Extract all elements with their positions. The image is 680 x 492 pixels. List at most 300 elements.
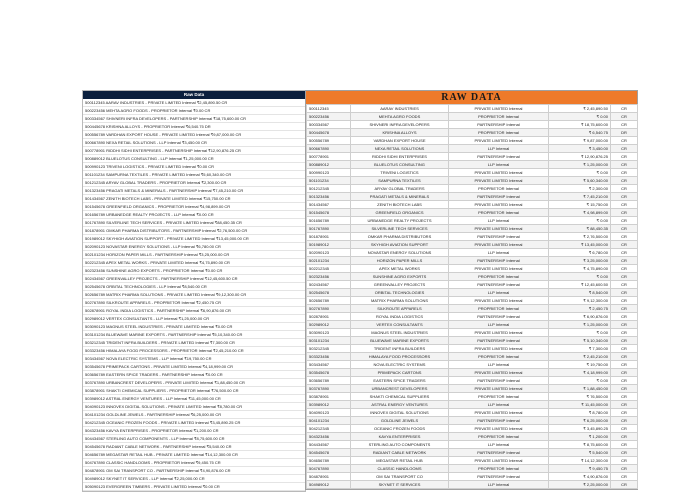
cell-entity-type: [449, 177, 549, 185]
cell-amount: ₹ 6,90,876.00: [549, 313, 611, 321]
cell-account-id: 502656789: [307, 297, 351, 305]
cell-cr-dr: CR: [611, 105, 638, 113]
cell-cr-dr: CR: [611, 457, 638, 465]
cell-amount: ₹ 5,540.00: [549, 449, 611, 457]
cell-account-id: 500889012: [307, 161, 351, 169]
source-text: Internal: [495, 402, 510, 407]
cell-company-name: BLUELOTUS CONSULTING: [351, 161, 449, 169]
table-row: [307, 313, 638, 321]
source-text: Internal: [495, 442, 510, 447]
cell-account-id: 504545678: [307, 449, 351, 457]
cell-cr-dr: CR: [611, 145, 638, 153]
cell-account-id: 501545678: [307, 209, 351, 217]
cell-amount: ₹ 8,540.00: [549, 289, 611, 297]
cell-entity-type: [449, 385, 549, 393]
cell-company-name: SILVERLINE TECH SERVICES: [351, 225, 449, 233]
cell-cr-dr: CR: [611, 393, 638, 401]
raw-data-row: 504545678 RADIANT CABLE NETWORK - PARTNERSHIP Internal ₹5,540.00 CR: [83, 443, 305, 451]
cell-account-id: 503090123: [307, 329, 351, 337]
table-row: [307, 361, 638, 369]
table-row: [307, 201, 638, 209]
source-text: Internal: [509, 426, 523, 431]
cell-cr-dr: CR: [611, 473, 638, 481]
source-text: Internal: [509, 346, 523, 351]
raw-data-row: 503434567 NOVA ELECTRIC SYSTEMS - LLP Internal ₹19,750.00 CR: [83, 355, 305, 363]
cell-amount: ₹ 0.00: [549, 273, 611, 281]
cell-company-name: RIDDHI SIDHI ENTERPRISES: [351, 153, 449, 161]
raw-data-row: 501101234 SAMPURNA TEXTILES - PRIVATE LIMITED Internal ₹5,60,340.00 CR: [83, 171, 305, 179]
entity-type-text: PRIVATE LIMITED: [474, 346, 508, 351]
cell-amount: ₹ 4,90,876.00: [549, 473, 611, 481]
table-row: [307, 217, 638, 225]
cell-account-id: 501101234: [307, 177, 351, 185]
cell-company-name: ORBITAL TECHNOLOGIES: [351, 289, 449, 297]
cell-amount: ₹ 1,88,450.00: [549, 385, 611, 393]
cell-entity-type: [449, 321, 549, 329]
table-row: [307, 409, 638, 417]
cell-cr-dr: CR: [611, 481, 638, 489]
cell-entity-type: [449, 113, 549, 121]
cell-cr-dr: CR: [611, 329, 638, 337]
entity-type-text: PROPRIETOR: [478, 394, 505, 399]
cell-amount: ₹ 6,25,000.00: [549, 417, 611, 425]
source-text: Internal: [506, 474, 520, 479]
source-text: Internal: [505, 394, 519, 399]
cell-account-id: 504101234: [307, 417, 351, 425]
entity-type-text: LLP: [487, 362, 495, 367]
cell-cr-dr: CR: [611, 441, 638, 449]
cell-company-name: ARYAV GLOBAL TRADERS: [351, 185, 449, 193]
raw-data-row: 503323456 HIMALAYA FOOD PROCESSORS - PROPRIETOR Internal ₹2,45,210.00 CR: [83, 347, 305, 355]
table-row: [307, 377, 638, 385]
table-row: [307, 161, 638, 169]
raw-data-row: 504323456 KAVYA ENTERPRISES - PROPRIETOR Internal ₹1,200.00 CR: [83, 427, 305, 435]
cell-amount: ₹ 8,780.00: [549, 409, 611, 417]
table-row: [307, 425, 638, 433]
cell-cr-dr: CR: [611, 361, 638, 369]
table-row: [307, 273, 638, 281]
cell-account-id: 503989012: [307, 401, 351, 409]
cell-account-id: 504989012: [307, 481, 351, 489]
cell-account-id: 502767890: [307, 305, 351, 313]
entity-type-text: PROPRIETOR: [478, 354, 505, 359]
cell-account-id: 504212345: [307, 425, 351, 433]
cell-amount: ₹ 76,500.00: [549, 393, 611, 401]
raw-data-row: 501212345 ARYAV GLOBAL TRADERS - PROPRIETOR Internal ₹2,300.00 CR: [83, 179, 305, 187]
table-row: [307, 193, 638, 201]
source-text: Internal: [495, 146, 510, 151]
cell-account-id: 500667890: [307, 145, 351, 153]
source-text: Internal: [509, 242, 523, 247]
table-row: [307, 481, 638, 489]
table-row: [307, 457, 638, 465]
cell-amount: ₹ 2,45,210.00: [549, 353, 611, 361]
raw-data-row: 502878901 ROYAL INDIA LOGISTICS - PARTNERSHIP Internal ₹6,90,876.00 CR: [83, 307, 305, 315]
cell-amount: ₹ 13,45,000.00: [549, 241, 611, 249]
cell-company-name: MEHTA AGRO FOODS: [351, 113, 449, 121]
cell-cr-dr: CR: [611, 305, 638, 313]
source-text: Internal: [509, 202, 523, 207]
cell-company-name: OCEANIC FROZEN FOODS: [351, 425, 449, 433]
entity-type-text: PRIVATE LIMITED: [474, 370, 508, 375]
raw-data-row: 503101234 BLUEWAVE MARINE EXPORTS - PARTNERSHIP Internal ₹5,10,340.00 CR: [83, 331, 305, 339]
cell-account-id: 502434567: [307, 281, 351, 289]
entity-type-text: LLP: [487, 250, 495, 255]
cell-entity-type: [449, 361, 549, 369]
cell-cr-dr: CR: [611, 385, 638, 393]
formatted-data-panel: [305, 90, 638, 490]
cell-account-id: 502090123: [307, 249, 351, 257]
cell-amount: ₹ 2,76,500.00: [549, 233, 611, 241]
cell-amount: ₹ 6,540.75: [549, 129, 611, 137]
source-text: Internal: [506, 258, 520, 263]
table-row: [307, 433, 638, 441]
cell-company-name: OMKAR PHARMA DISTRIBUTORS: [351, 233, 449, 241]
cell-account-id: 502212345: [307, 265, 351, 273]
source-text: Internal: [506, 338, 520, 343]
cell-company-name: HORIZON PAPER MILLS: [351, 257, 449, 265]
cell-entity-type: [449, 249, 549, 257]
cell-account-id: 500556789: [307, 137, 351, 145]
raw-data-row: 500223456 MEHTA AGRO FOODS - PROPRIETOR Internal ₹0.00 CR: [83, 107, 305, 115]
raw-data-row: 500112345 AARAV INDUSTRIES - PRIVATE LIMITED Internal ₹2,45,890.50 CR: [83, 99, 305, 107]
cell-company-name: SHIVNERI INFRA DEVELOPERS: [351, 121, 449, 129]
cell-cr-dr: DR: [611, 129, 638, 137]
entity-type-text: LLP: [487, 402, 495, 407]
cell-amount: ₹ 88,450.35: [549, 225, 611, 233]
entity-type-text: LLP: [487, 482, 495, 487]
cell-cr-dr: CR: [611, 401, 638, 409]
cell-company-name: TRIVENI LOGISTICS: [351, 169, 449, 177]
cell-entity-type: [449, 369, 549, 377]
source-text: Internal: [505, 274, 519, 279]
source-text: Internal: [506, 234, 520, 239]
cell-company-name: STERLING AUTO COMPONENTS: [351, 441, 449, 449]
source-text: Internal: [509, 178, 523, 183]
entity-type-text: PARTNERSHIP: [477, 258, 506, 263]
table-row: [307, 305, 638, 313]
entity-type-text: LLP: [487, 322, 495, 327]
cell-cr-dr: CR: [611, 169, 638, 177]
cell-cr-dr: CR: [611, 377, 638, 385]
table-row: [307, 113, 638, 121]
cell-company-name: SUNSHINE AGRO EXPORTS: [351, 273, 449, 281]
cell-cr-dr: CR: [611, 465, 638, 473]
entity-type-text: PROPRIETOR: [478, 186, 505, 191]
cell-company-name: MEGASTAR RETAIL HUB: [351, 457, 449, 465]
table-row: [307, 401, 638, 409]
cell-amount: ₹ 0.00: [549, 169, 611, 177]
cell-cr-dr: CR: [611, 201, 638, 209]
cell-account-id: 502545678: [307, 289, 351, 297]
source-text: Internal: [509, 138, 523, 143]
raw-data-row: 505090123 EVERGREEN TIMBERS - PRIVATE LIMITED Internal ₹0.00 CR: [83, 483, 305, 491]
cell-amount: ₹ 5,60,340.00: [549, 177, 611, 185]
entity-type-text: LLP: [487, 162, 495, 167]
cell-account-id: 501989012: [307, 241, 351, 249]
table-row: [307, 249, 638, 257]
cell-cr-dr: CR: [611, 209, 638, 217]
raw-data-row: 502767890 SILKROUTE APPARELS - PROPRIETOR Internal ₹2,450.75 CR: [83, 299, 305, 307]
entity-type-text: PARTNERSHIP: [477, 154, 506, 159]
cell-cr-dr: CR: [611, 273, 638, 281]
cell-company-name: SKYNET IT SERVICES: [351, 481, 449, 489]
cell-amount: ₹ 0.00: [549, 329, 611, 337]
raw-data-row: 504878901 OM SAI TRANSPORT CO - PARTNERSHIP Internal ₹4,90,876.00 CR: [83, 467, 305, 475]
raw-data-row: 501878901 OMKAR PHARMA DISTRIBUTORS - PARTNERSHIP Internal ₹2,76,500.00 CR: [83, 227, 305, 235]
entity-type-text: PRIVATE LIMITED: [474, 266, 508, 271]
cell-company-name: SILKROUTE APPARELS: [351, 305, 449, 313]
raw-data-row: 500445678 KRISHNA ALLOYS - PROPRIETOR Internal ₹6,540.75 DR: [83, 123, 305, 131]
entity-type-text: PROPRIETOR: [478, 306, 505, 311]
raw-data-row: 503090123 MAGNUS STEEL INDUSTRIES - PRIVATE LIMITED Internal ₹0.00 CR: [83, 323, 305, 331]
cell-amount: ₹ 12,90,876.25: [549, 153, 611, 161]
cell-entity-type: [449, 441, 549, 449]
cell-company-name: HIMALAYA FOOD PROCESSORS: [351, 353, 449, 361]
cell-cr-dr: CR: [611, 369, 638, 377]
raw-data-row: 500667890 NEXA RETAIL SOLUTIONS - LLP Internal ₹3,450.00 CR: [83, 139, 305, 147]
raw-data-row: 500334567 SHIVNERI INFRA DEVELOPERS - PARTNERSHIP Internal ₹18,75,600.00 CR: [83, 115, 305, 123]
cell-account-id: 503101234: [307, 337, 351, 345]
entity-type-text: PROPRIETOR: [478, 434, 505, 439]
entity-type-text: PRIVATE LIMITED: [474, 330, 508, 335]
cell-account-id: 503323456: [307, 353, 351, 361]
source-text: Internal: [506, 194, 520, 199]
cell-cr-dr: CR: [611, 313, 638, 321]
cell-company-name: AARAV INDUSTRIES: [351, 105, 449, 113]
table-row: [307, 321, 638, 329]
cell-entity-type: [449, 153, 549, 161]
source-text: Internal: [495, 482, 510, 487]
cell-cr-dr: CR: [611, 289, 638, 297]
cell-company-name: ASTRAL ENERGY VENTURES: [351, 401, 449, 409]
cell-entity-type: [449, 393, 549, 401]
table-row: [307, 337, 638, 345]
entity-type-text: PARTNERSHIP: [477, 338, 506, 343]
raw-data-row: 502090123 NOVASTAR ENERGY SOLUTIONS - LLP Internal ₹6,780.00 CR: [83, 243, 305, 251]
cell-entity-type: [449, 409, 549, 417]
cell-account-id: 504656789: [307, 457, 351, 465]
cell-cr-dr: CR: [611, 345, 638, 353]
source-text: Internal: [506, 314, 520, 319]
cell-company-name: URBANCREST DEVELOPERS: [351, 385, 449, 393]
cell-amount: ₹ 4,18,999.00: [549, 369, 611, 377]
raw-data-row: 502323456 SUNSHINE AGRO EXPORTS - PROPRIETOR Internal ₹0.00 CR: [83, 267, 305, 275]
cell-amount: ₹ 2,300.00: [549, 185, 611, 193]
cell-entity-type: [449, 433, 549, 441]
cell-cr-dr: CR: [611, 257, 638, 265]
source-text: Internal: [505, 354, 519, 359]
cell-cr-dr: CR: [611, 225, 638, 233]
raw-data-row: 504767890 CLASSIC HANDLOOMS - PROPRIETOR Internal ₹9,450.75 CR: [83, 459, 305, 467]
raw-data-row: 500556789 VARDHAN EXPORT HOUSE - PRIVATE LIMITED Internal ₹9,87,000.00 CR: [83, 131, 305, 139]
source-text: Internal: [509, 106, 523, 111]
cell-entity-type: [449, 337, 549, 345]
entity-type-text: LLP: [487, 442, 495, 447]
table-row: [307, 121, 638, 129]
cell-account-id: 502989012: [307, 321, 351, 329]
raw-data-row: 504434567 STERLING AUTO COMPONENTS - LLP Internal ₹8,75,600.00 CR: [83, 435, 305, 443]
raw-data-row: 502434567 GREENVALLEY PROJECTS - PARTNERSHIP Internal ₹12,45,600.50 CR: [83, 275, 305, 283]
cell-entity-type: [449, 257, 549, 265]
cell-entity-type: [449, 105, 549, 113]
cell-cr-dr: CR: [611, 161, 638, 169]
entity-type-text: PRIVATE LIMITED: [474, 298, 508, 303]
cell-cr-dr: CR: [611, 241, 638, 249]
cell-account-id: 500223456: [307, 113, 351, 121]
cell-amount: ₹ 1,25,000.00: [549, 161, 611, 169]
entity-type-text: PRIVATE LIMITED: [474, 426, 508, 431]
cell-account-id: 502323456: [307, 273, 351, 281]
cell-cr-dr: CR: [611, 113, 638, 121]
raw-data-row: 503656789 EASTERN SPICE TRADERS - PARTNERSHIP Internal ₹0.00 CR: [83, 371, 305, 379]
source-text: Internal: [495, 218, 510, 223]
cell-company-name: TRIDENT INFRA BUILDERS: [351, 345, 449, 353]
entity-type-text: LLP: [487, 146, 495, 151]
raw-data-row: 502212345 APEX METAL WORKS - PRIVATE LIMITED Internal ₹4,75,890.00 CR: [83, 259, 305, 267]
table-row: [307, 329, 638, 337]
cell-company-name: APEX METAL WORKS: [351, 265, 449, 273]
cell-account-id: 504323456: [307, 433, 351, 441]
entity-type-text: PARTNERSHIP: [477, 450, 506, 455]
cell-company-name: OM SAI TRANSPORT CO: [351, 473, 449, 481]
table-row: [307, 353, 638, 361]
table-row: [307, 177, 638, 185]
table-row: [307, 233, 638, 241]
cell-account-id: 503434567: [307, 361, 351, 369]
raw-data-row: 501434567 ZENITH BIOTECH LABS - PRIVATE LIMITED Internal ₹15,750.00 CR: [83, 195, 305, 203]
table-row: [307, 153, 638, 161]
source-text: Internal: [506, 122, 520, 127]
cell-amount: ₹ 4,75,890.00: [549, 265, 611, 273]
cell-company-name: INNOVEX DIGITAL SOLUTIONS: [351, 409, 449, 417]
cell-cr-dr: CR: [611, 177, 638, 185]
table-row: [307, 345, 638, 353]
cell-cr-dr: CR: [611, 265, 638, 273]
cell-entity-type: [449, 265, 549, 273]
cell-entity-type: [449, 193, 549, 201]
cell-amount: ₹ 14,12,300.00: [549, 457, 611, 465]
entity-type-text: PRIVATE LIMITED: [474, 226, 508, 231]
raw-data-panel: [82, 90, 306, 492]
source-text: Internal: [505, 186, 519, 191]
cell-amount: ₹ 0.00: [549, 113, 611, 121]
raw-data-row: 503989012 ASTRAL ENERGY VENTURES - LLP Internal ₹11,45,000.00 CR: [83, 395, 305, 403]
cell-entity-type: [449, 449, 549, 457]
cell-entity-type: [449, 345, 549, 353]
cell-entity-type: [449, 145, 549, 153]
table-row: [307, 241, 638, 249]
cell-entity-type: [449, 481, 549, 489]
cell-account-id: 501323456: [307, 193, 351, 201]
cell-amount: ₹ 4,98,899.00: [549, 209, 611, 217]
cell-cr-dr: CR: [611, 121, 638, 129]
table-row: [307, 417, 638, 425]
source-text: Internal: [509, 370, 523, 375]
table-row: [307, 473, 638, 481]
entity-type-text: PRIVATE LIMITED: [474, 242, 508, 247]
cell-cr-dr: CR: [611, 425, 638, 433]
raw-data-row: 503878901 SHAKTI CHEMICAL SUPPLIERS - PROPRIETOR Internal ₹76,500.00 CR: [83, 387, 305, 395]
source-text: Internal: [505, 114, 519, 119]
cell-company-name: VERTEX CONSULTANTS: [351, 321, 449, 329]
source-text: Internal: [509, 458, 523, 463]
table-row: [307, 449, 638, 457]
cell-company-name: GOLDLINE JEWELS: [351, 417, 449, 425]
table-row: [307, 225, 638, 233]
cell-account-id: 500445678: [307, 129, 351, 137]
raw-data-row: 501767890 SILVERLINE TECH SERVICES - PRIVATE LIMITED Internal ₹88,450.35 CR: [83, 219, 305, 227]
raw-data-row: 502545678 ORBITAL TECHNOLOGIES - LLP Internal ₹8,540.00 CR: [83, 283, 305, 291]
cell-cr-dr: CR: [611, 281, 638, 289]
cell-entity-type: [449, 185, 549, 193]
raw-data-row: 502656789 MATRIX PHARMA SOLUTIONS - PRIVATE LIMITED Internal ₹9,12,300.00 CR: [83, 291, 305, 299]
formatted-data-table: [306, 104, 638, 489]
cell-entity-type: [449, 297, 549, 305]
cell-account-id: 500990123: [307, 169, 351, 177]
cell-entity-type: [449, 121, 549, 129]
cell-company-name: SHAKTI CHEMICAL SUPPLIERS: [351, 393, 449, 401]
cell-amount: ₹ 11,45,000.00: [549, 401, 611, 409]
cell-entity-type: [449, 161, 549, 169]
raw-data-row: 501323456 PRAGATI METALS & MINERALS - PARTNERSHIP Internal ₹7,45,210.00 CR: [83, 187, 305, 195]
cell-entity-type: [449, 273, 549, 281]
cell-entity-type: [449, 209, 549, 217]
cell-company-name: SKYHIGH AVIATION SUPPORT: [351, 241, 449, 249]
raw-data-row: 503545678 PRIMEPACK CARTONS - PRIVATE LIMITED Internal ₹4,18,999.00 CR: [83, 363, 305, 371]
cell-entity-type: [449, 329, 549, 337]
entity-type-text: PROPRIETOR: [478, 466, 505, 471]
cell-amount: ₹ 9,450.75: [549, 465, 611, 473]
entity-type-text: PROPRIETOR: [478, 114, 505, 119]
cell-entity-type: [449, 289, 549, 297]
cell-amount: ₹ 1,200.00: [549, 433, 611, 441]
entity-type-text: PARTNERSHIP: [477, 234, 506, 239]
cell-company-name: CLASSIC HANDLOOMS: [351, 465, 449, 473]
cell-amount: ₹ 2,450.75: [549, 305, 611, 313]
cell-account-id: 501767890: [307, 225, 351, 233]
source-text: Internal: [509, 226, 523, 231]
cell-entity-type: [449, 457, 549, 465]
cell-account-id: 503767890: [307, 385, 351, 393]
table-row: [307, 105, 638, 113]
cell-cr-dr: CR: [611, 137, 638, 145]
source-text: Internal: [506, 378, 520, 383]
source-text: Internal: [505, 434, 519, 439]
formatted-data-title: RAW DATA: [306, 91, 637, 104]
source-text: Internal: [506, 282, 520, 287]
cell-account-id: 503545678: [307, 369, 351, 377]
cell-cr-dr: CR: [611, 433, 638, 441]
raw-data-row: 503767890 URBANCREST DEVELOPERS - PRIVATE LIMITED Internal ₹1,88,450.00 CR: [83, 379, 305, 387]
entity-type-text: PARTNERSHIP: [477, 122, 506, 127]
raw-data-row: 501656789 URBANEDGE REALTY PROJECTS - LLP Internal ₹0.00 CR: [83, 211, 305, 219]
table-row: [307, 385, 638, 393]
cell-account-id: 504090123: [307, 409, 351, 417]
table-row: [307, 393, 638, 401]
raw-data-row: 500889012 BLUELOTUS CONSULTING - LLP Internal ₹1,25,000.00 CR: [83, 155, 305, 163]
cell-account-id: 501434567: [307, 201, 351, 209]
cell-entity-type: [449, 281, 549, 289]
cell-cr-dr: CR: [611, 353, 638, 361]
table-row: [307, 185, 638, 193]
raw-data-row: 501545678 GREENFIELD ORGANICS - PROPRIETOR Internal ₹4,98,899.00 CR: [83, 203, 305, 211]
cell-account-id: 501656789: [307, 217, 351, 225]
entity-type-text: PRIVATE LIMITED: [474, 386, 508, 391]
cell-cr-dr: CR: [611, 409, 638, 417]
cell-entity-type: [449, 465, 549, 473]
cell-amount: ₹ 7,300.00: [549, 345, 611, 353]
